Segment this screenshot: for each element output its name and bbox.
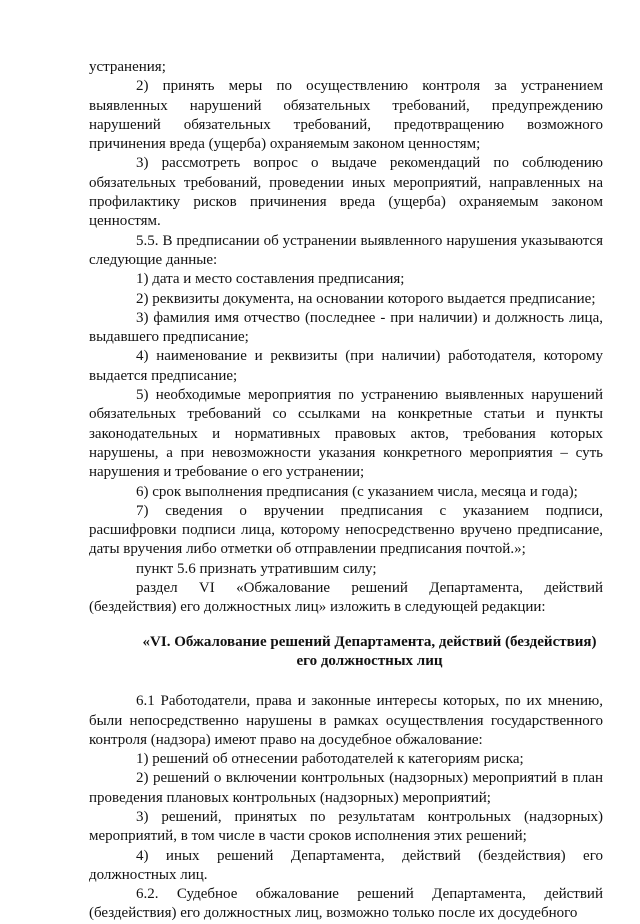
paragraph: 1) решений об отнесении работодателей к категориям риска; (136, 751, 524, 768)
section-heading: «VI. Обжалование решений Департамента, действий (бездействия) его должностных лиц (142, 633, 597, 669)
document-page (89, 58, 603, 924)
paragraph: 5) необходимые мероприятия по устранению выявленных нарушений обязательных требований со ссылками на конкретные статьи и пункты законодательных и нормативных правовых актов, требования которых нарушены, а при невозможности указания конкретного мероприятия – суть нарушения и требование о его устранении; (89, 387, 603, 481)
paragraph: пункт 5.6 признать утратившим силу; (136, 560, 377, 577)
paragraph: 5.5. В предписании об устранении выявленного нарушения указываются следующие данные: (89, 232, 603, 268)
paragraph: 4) наименование и реквизиты (при наличии) работодателя, которому выдается предписание; (89, 348, 603, 384)
paragraph: 2) реквизиты документа, на основании которого выдается предписание; (136, 290, 596, 307)
paragraph: 6.2. Судебное обжалование решений Департамента, действий (бездействия) его должностных лиц, возможно только после их досудебного (89, 886, 603, 922)
paragraph: 2) принять меры по осуществлению контроля за устранением выявленных нарушений обязательных требований, предупреждению нарушений обязательных требований, предотвращению возможного причинения вреда (ущерба) охраняемым законом ценностям; (89, 78, 603, 153)
paragraph: 1) дата и место составления предписания; (136, 271, 405, 288)
paragraph: раздел VI «Обжалование решений Департамента, действий (бездействия) его должностных лиц» изложить в следующей редакции: (89, 580, 603, 616)
paragraph: 6) срок выполнения предписания (с указанием числа, месяца и года); (136, 483, 578, 500)
paragraph: 2) решений о включении контрольных (надзорных) мероприятий в план проведения плановых контрольных (надзорных) мероприятий; (89, 770, 603, 806)
paragraph: 3) решений, принятых по результатам контрольных (надзорных) мероприятий, в том числе в части сроков исполнения этих решений; (89, 808, 603, 845)
paragraph: 7) сведения о вручении предписания с указанием подписи, расшифровки подписи лица, которому непосредственно вручено предписание, даты вручения либо отметки об отправлении предписания почтой.»; (89, 502, 603, 558)
body-before-heading (89, 58, 603, 618)
paragraph: 6.1 Работодатели, права и законные интересы которых, по их мнению, были непосредственно нарушены в рамках осуществления государственного контроля (надзора) имеют право на досудебное обжалование: (89, 693, 603, 748)
paragraph: устранения; (89, 59, 166, 75)
paragraph: 3) фамилия имя отчество (последнее - при наличии) и должность лица, выдавшего предписание; (89, 309, 603, 346)
heading-spacer (89, 671, 603, 692)
body-after-heading (89, 692, 603, 924)
paragraph: 3) рассмотреть вопрос о выдаче рекомендаций по соблюдению обязательных требований, проведении иных мероприятий, направленных на профилактику рисков причинения вреда (ущерба) охраняемым законом ценностям. (89, 155, 603, 230)
paragraph: 4) иных решений Департамента, действий (бездействия) его должностных лиц. (89, 847, 603, 883)
